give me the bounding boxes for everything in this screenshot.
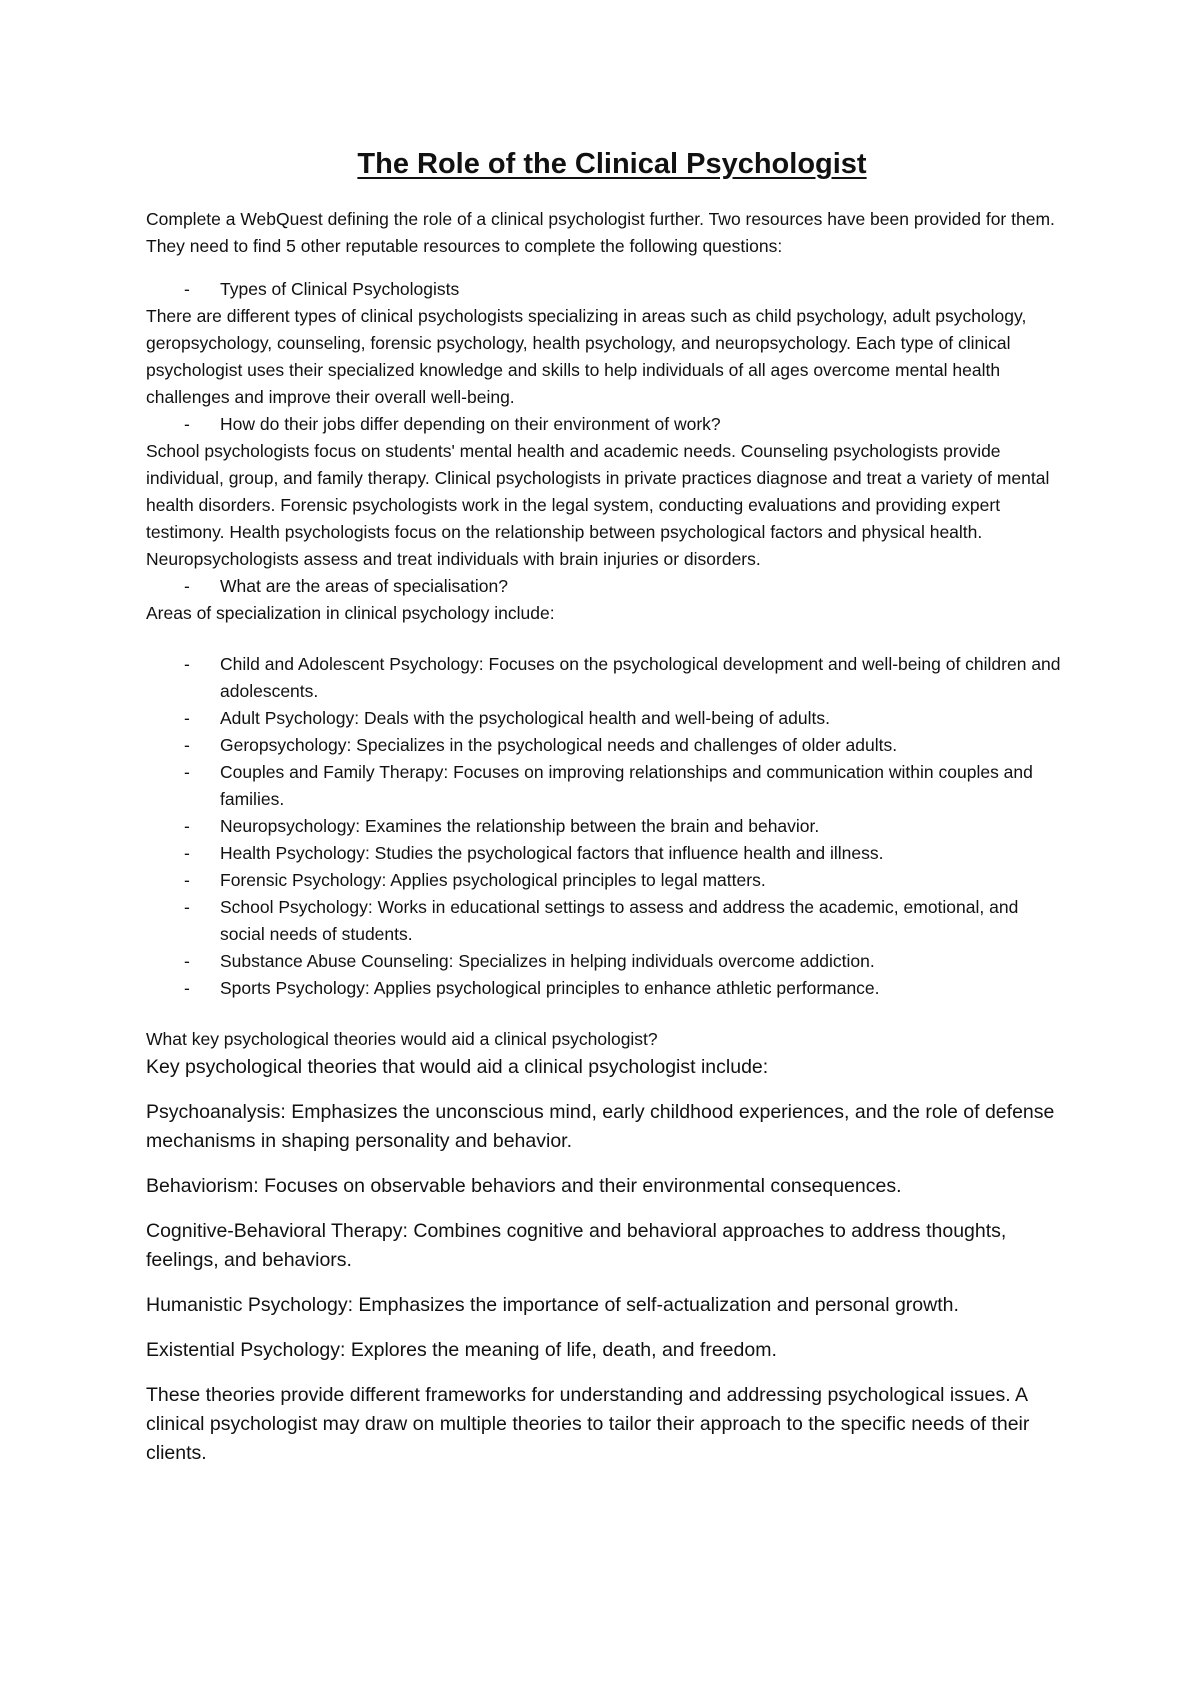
theory-paragraph: Behaviorism: Focuses on observable behaviors and their environmental consequences. — [146, 1175, 902, 1197]
dash-bullet: - — [184, 951, 190, 971]
theories-question: What key psychological theories would aid a clinical psychologist? — [146, 1029, 658, 1049]
answer-types: There are different types of clinical psychologists specializing in areas such as child psychology, adult psychology, geropsychology, counseling, forensic psychology, health psychology, and neuropsychology. Each type of clinical psychologist uses their specialized knowledge and skills to help individuals of all ages overcome mental health challenges and improve their overall well-being. — [146, 306, 1027, 407]
question-specialisation — [146, 573, 1066, 600]
theories-intro: Key psychological theories that would aid a clinical psychologist include: — [146, 1056, 769, 1078]
dash-bullet: - — [184, 654, 190, 674]
intro-paragraph: Complete a WebQuest defining the role of a clinical psychologist further. Two resources have been provided for them. They need to find 5 other reputable resources to complete the following questions: — [146, 209, 1055, 256]
list-item-text: Neuropsychology: Examines the relationship between the brain and behavior. — [220, 816, 820, 836]
list-item — [146, 975, 1066, 1002]
list-item — [146, 732, 1066, 759]
document-body — [146, 146, 1066, 1468]
list-item-text: Child and Adolescent Psychology: Focuses on the psychological development and well-being of children and adolescents. — [220, 654, 1061, 701]
list-item — [146, 813, 1066, 840]
dash-bullet: - — [184, 897, 190, 917]
dash-bullet: - — [184, 735, 190, 755]
dash-bullet: - — [184, 708, 190, 728]
list-item — [146, 894, 1066, 948]
list-item — [146, 705, 1066, 732]
answer-specialisation: Areas of specialization in clinical psychology include: — [146, 603, 555, 623]
list-item-text: Forensic Psychology: Applies psychological principles to legal matters. — [220, 870, 766, 890]
answer-environment: School psychologists focus on students' mental health and academic needs. Counseling psychologists provide individual, group, and family therapy. Clinical psychologists in private practices diagnose and treat a variety of mental health disorders. Forensic psychologists work in the legal system, conducting evaluations and providing expert testimony. Health psychologists focus on the relationship between psychological factors and physical health. Neuropsychologists assess and treat individuals with brain injuries or disorders. — [146, 441, 1050, 569]
list-item-text: Geropsychology: Specializes in the psychological needs and challenges of older adults. — [220, 735, 898, 755]
dash-bullet: - — [184, 279, 190, 299]
question-environment — [146, 411, 1066, 438]
question-text: Types of Clinical Psychologists — [220, 279, 460, 299]
theory-paragraph: Cognitive-Behavioral Therapy: Combines cognitive and behavioral approaches to address thoughts, feelings, and behaviors. — [146, 1220, 1007, 1271]
list-item-text: Couples and Family Therapy: Focuses on improving relationships and communication within couples and families. — [220, 762, 1033, 809]
list-item — [146, 867, 1066, 894]
question-types — [146, 276, 1066, 303]
specialization-list — [146, 651, 1066, 1002]
dash-bullet: - — [184, 816, 190, 836]
list-item — [146, 948, 1066, 975]
list-item-text: Sports Psychology: Applies psychological principles to enhance athletic performance. — [220, 978, 880, 998]
list-item-text: Substance Abuse Counseling: Specializes in helping individuals overcome addiction. — [220, 951, 875, 971]
theory-paragraph: Humanistic Psychology: Emphasizes the importance of self-actualization and personal growth. — [146, 1294, 959, 1316]
list-item-text: Adult Psychology: Deals with the psychological health and well-being of adults. — [220, 708, 830, 728]
list-item — [146, 651, 1066, 705]
question-text: What are the areas of specialisation? — [220, 576, 508, 596]
page-title: The Role of the Clinical Psychologist — [357, 148, 867, 180]
conclusion-paragraph: These theories provide different frameworks for understanding and addressing psychological issues. A clinical psychologist may draw on multiple theories to tailor their approach to the specific needs of their clients. — [146, 1384, 1030, 1464]
question-text: How do their jobs differ depending on their environment of work? — [220, 414, 721, 434]
dash-bullet: - — [184, 576, 190, 596]
list-item-text: Health Psychology: Studies the psychological factors that influence health and illness. — [220, 843, 884, 863]
dash-bullet: - — [184, 843, 190, 863]
dash-bullet: - — [184, 978, 190, 998]
dash-bullet: - — [184, 414, 190, 434]
list-item-text: School Psychology: Works in educational settings to assess and address the academic, emotional, and social needs of students. — [220, 897, 1019, 944]
dash-bullet: - — [184, 762, 190, 782]
theory-paragraph: Existential Psychology: Explores the meaning of life, death, and freedom. — [146, 1339, 777, 1361]
list-item — [146, 759, 1066, 813]
list-item — [146, 840, 1066, 867]
dash-bullet: - — [184, 870, 190, 890]
theory-paragraph: Psychoanalysis: Emphasizes the unconscious mind, early childhood experiences, and the role of defense mechanisms in shaping personality and behavior. — [146, 1101, 1055, 1152]
